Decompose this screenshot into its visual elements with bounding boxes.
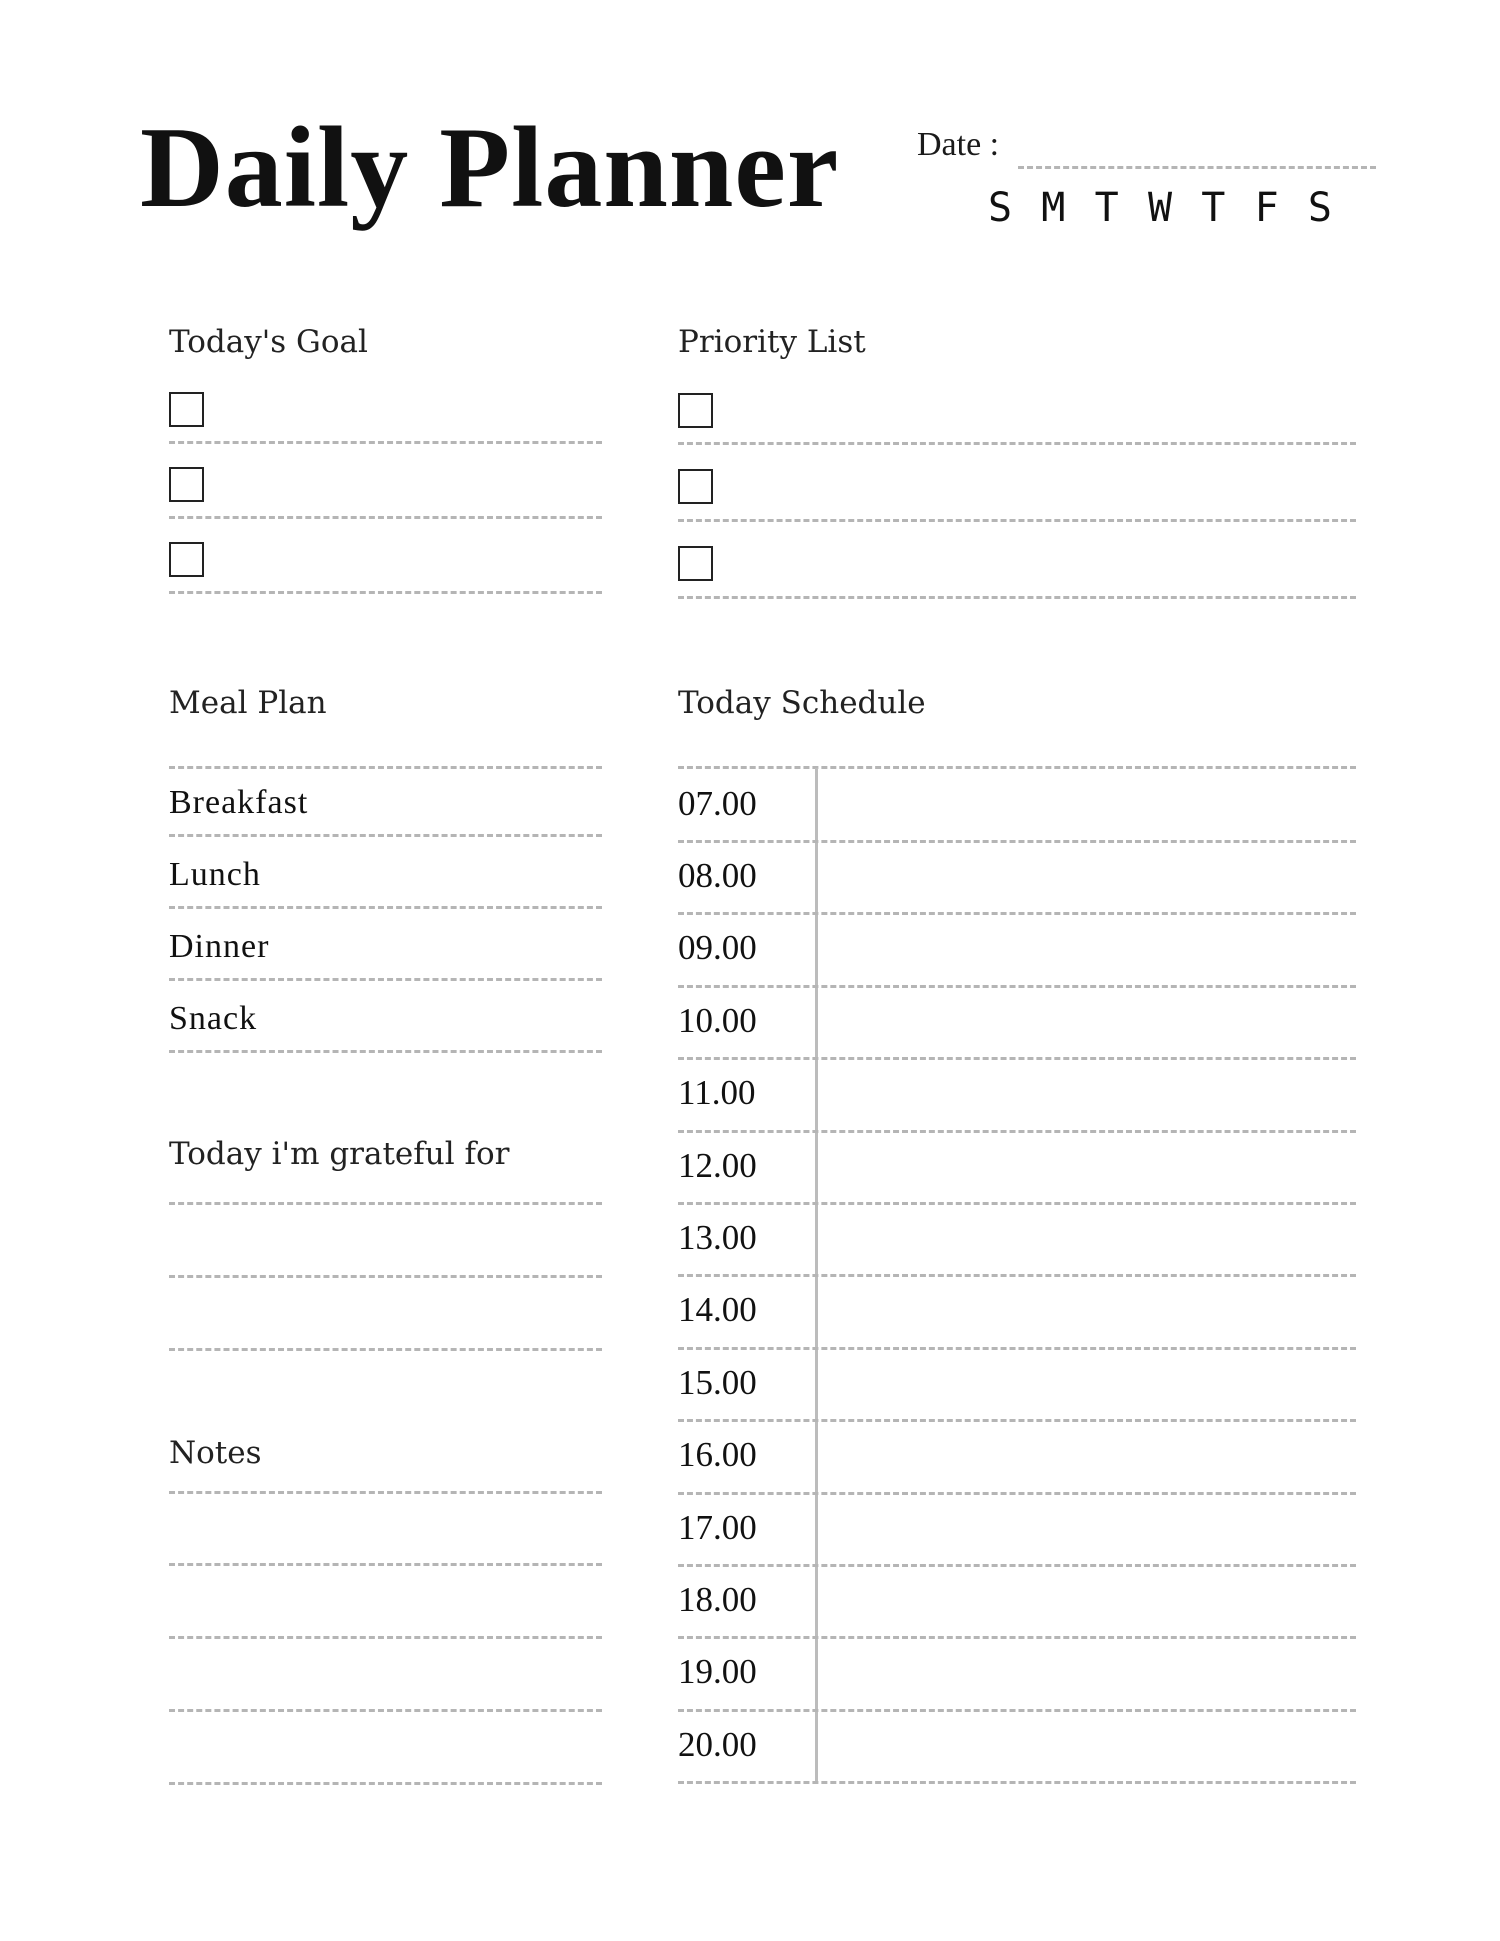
meal-snack-label: Snack	[169, 1000, 258, 1037]
meal-line-top	[169, 766, 602, 769]
goal-checkbox-3[interactable]	[169, 542, 204, 577]
priority-checkbox-2[interactable]	[678, 469, 713, 504]
weekday-friday[interactable]: F	[1254, 185, 1279, 231]
schedule-slot-1700[interactable]	[678, 1564, 1356, 1567]
grateful-line-1[interactable]	[169, 1202, 602, 1205]
schedule-time-1100: 11.00	[678, 1073, 756, 1112]
weekday-saturday[interactable]: S	[1307, 185, 1333, 231]
priority-line-2[interactable]	[678, 519, 1356, 522]
weekday-sunday[interactable]: S	[987, 185, 1013, 231]
priority-line-3[interactable]	[678, 596, 1356, 599]
priority-checkbox-1[interactable]	[678, 393, 713, 428]
schedule-slot-1900[interactable]	[678, 1709, 1356, 1712]
schedule-time-1800: 18.00	[678, 1580, 757, 1619]
schedule-time-1300: 13.00	[678, 1218, 757, 1257]
weekday-selector	[980, 185, 1340, 231]
schedule-time-1900: 19.00	[678, 1652, 757, 1691]
schedule-time-1000: 10.00	[678, 1001, 757, 1040]
schedule-slot-0700[interactable]	[678, 840, 1356, 843]
schedule-slot-0800[interactable]	[678, 912, 1356, 915]
schedule-time-1700: 17.00	[678, 1508, 757, 1547]
goal-line-2[interactable]	[169, 516, 602, 519]
grateful-heading: Today i'm grateful for	[169, 1136, 510, 1172]
meal-plan-heading: Meal Plan	[169, 685, 327, 721]
schedule-time-1600: 16.00	[678, 1435, 757, 1474]
schedule-time-1400: 14.00	[678, 1290, 757, 1329]
meal-line-lunch[interactable]	[169, 906, 602, 909]
goals-heading: Today's Goal	[169, 324, 368, 360]
goal-line-1[interactable]	[169, 441, 602, 444]
schedule-time-0700: 07.00	[678, 784, 757, 823]
goal-checkbox-1[interactable]	[169, 392, 204, 427]
priority-line-1[interactable]	[678, 442, 1356, 445]
grateful-line-2[interactable]	[169, 1275, 602, 1278]
schedule-slot-1500[interactable]	[678, 1419, 1356, 1422]
notes-line-2[interactable]	[169, 1563, 602, 1566]
priority-heading: Priority List	[678, 324, 866, 360]
schedule-line-top	[678, 766, 1356, 769]
meal-breakfast-label: Breakfast	[169, 784, 309, 821]
schedule-time-2000: 20.00	[678, 1725, 757, 1764]
notes-heading: Notes	[169, 1435, 262, 1471]
meal-line-breakfast[interactable]	[169, 834, 602, 837]
page-title: Daily Planner	[140, 104, 840, 232]
grateful-line-3[interactable]	[169, 1348, 602, 1351]
priority-checkbox-3[interactable]	[678, 546, 713, 581]
meal-lunch-label: Lunch	[169, 856, 261, 893]
schedule-slot-0900[interactable]	[678, 985, 1356, 988]
schedule-slot-1400[interactable]	[678, 1347, 1356, 1350]
weekday-wednesday[interactable]: W	[1147, 185, 1173, 231]
schedule-time-1500: 15.00	[678, 1363, 757, 1402]
schedule-slot-1600[interactable]	[678, 1492, 1356, 1495]
notes-line-3[interactable]	[169, 1636, 602, 1639]
schedule-time-0900: 09.00	[678, 928, 757, 967]
schedule-heading: Today Schedule	[678, 685, 926, 721]
schedule-slot-1300[interactable]	[678, 1274, 1356, 1277]
goal-checkbox-2[interactable]	[169, 467, 204, 502]
meal-dinner-label: Dinner	[169, 928, 270, 965]
weekday-monday[interactable]: M	[1041, 185, 1066, 231]
weekday-thursday[interactable]: T	[1201, 185, 1226, 231]
schedule-slot-2000[interactable]	[678, 1781, 1356, 1784]
meal-line-snack[interactable]	[169, 1050, 602, 1053]
schedule-slot-1800[interactable]	[678, 1636, 1356, 1639]
goal-line-3[interactable]	[169, 591, 602, 594]
schedule-slot-1100[interactable]	[678, 1130, 1356, 1133]
schedule-time-1200: 12.00	[678, 1146, 757, 1185]
schedule-slot-1000[interactable]	[678, 1057, 1356, 1060]
notes-line-5[interactable]	[169, 1782, 602, 1785]
date-field-line[interactable]	[1018, 166, 1376, 169]
notes-line-4[interactable]	[169, 1709, 602, 1712]
meal-line-dinner[interactable]	[169, 978, 602, 981]
date-label: Date :	[917, 126, 1000, 163]
schedule-time-0800: 08.00	[678, 856, 757, 895]
notes-line-1[interactable]	[169, 1491, 602, 1494]
schedule-slot-1200[interactable]	[678, 1202, 1356, 1205]
weekday-tuesday[interactable]: T	[1094, 185, 1119, 231]
